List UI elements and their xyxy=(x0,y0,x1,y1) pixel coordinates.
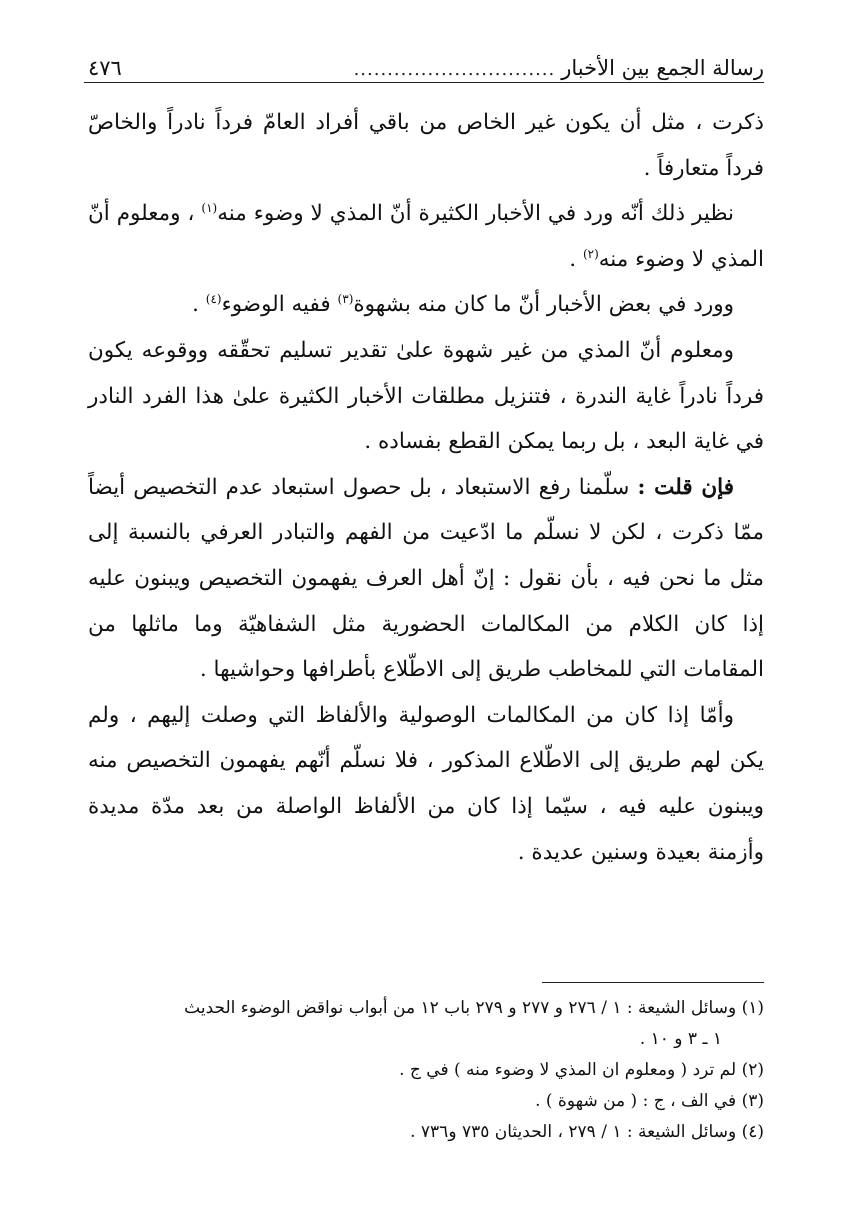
paragraph xyxy=(88,100,764,191)
footnotes xyxy=(88,993,764,1148)
running-header xyxy=(88,38,764,80)
header-rule xyxy=(84,82,764,83)
dot-leader: .............................. xyxy=(353,59,556,80)
paragraph xyxy=(88,282,764,328)
running-title-group xyxy=(354,56,764,80)
paragraph-text: ذكرت ، مثل أن يكون غير الخاص من باقي أفراد العامّ فرداً نادراً والخاصّ فرداً متعارفاً . xyxy=(88,110,764,181)
paragraph-text: وورد في بعض الأخبار أنّ ما كان منه بشهوة xyxy=(353,292,734,318)
footnote: (١) وسائل الشيعة : ١ / ٢٧٦ و ٢٧٧ و ٢٧٩ باب ١٢ من أبواب نواقض الوضوء الحديث xyxy=(184,998,764,1018)
paragraph xyxy=(88,328,764,465)
paragraph-text: وأمّا إذا كان من المكالمات الوصولية والألفاظ التي وصلت إليهم ، ولم يكن لهم طريق إلى الاطّلاع المذكور ، فلا نسلّم أنّهم يفهمون التخصيص منه ويبنون عليه فيه ، سيّما إذا كان من الألفاظ الواصلة من بعد مدّة مديدة وأزمنة بعيدة وسنين عديدة . xyxy=(88,702,764,865)
paragraph xyxy=(88,465,764,693)
footnote-ref[interactable]: (٣) xyxy=(337,292,354,307)
page-number: ٤٧٦ xyxy=(88,56,122,80)
paragraph-text: . xyxy=(192,292,199,318)
footnote: (٤) وسائل الشيعة : ١ / ٢٧٩ ، الحديثان ٧٣٥ و٧٣٦ . xyxy=(410,1122,764,1142)
running-title: رسالة الجمع بين الأخبار xyxy=(561,56,764,80)
footnote: (٢) لم ترد ( ومعلوم ان المذي لا وضوء منه ) في ج . xyxy=(399,1060,764,1080)
paragraph-text: سلّمنا رفع الاستبعاد ، بل حصول استبعاد عدم التخصيص أيضاً ممّا ذكرت ، لكن لا نسلّم ما ادّعيت من الفهم والتبادر العرفي بالنسبة إلى مثل ما نحن فيه ، بأن نقول : إنّ أهل العرف يفهمون التخصيص ويبنون عليه إذا كان الكلام من المكالمات الحضورية مثل الشفاهيّة وما ماثلها من المقامات التي للمخاطب طريق إلى الاطّلاع بأطرافها وحواشيها . xyxy=(88,474,764,683)
footnote-ref[interactable]: (٤) xyxy=(205,292,222,307)
paragraph-text: نظير ذلك أنّه ورد في الأخبار الكثيرة أنّ المذي لا وضوء منه xyxy=(217,201,734,227)
footnote-continuation: ١ ـ ٣ و ١٠ . xyxy=(639,1029,722,1049)
body-text xyxy=(88,100,764,875)
footnote-ref[interactable]: (٢) xyxy=(582,246,599,261)
paragraph-text: . xyxy=(569,246,577,272)
paragraph xyxy=(88,693,764,875)
footnote-rule xyxy=(542,982,764,983)
paragraph-lead: فإن قلت : xyxy=(637,474,734,500)
paragraph xyxy=(88,191,764,282)
paragraph-text: ففيه الوضوء xyxy=(221,292,331,318)
footnote-ref[interactable]: (١) xyxy=(201,201,218,216)
footnote: (٣) في الف ، ج : ( من شهوة ) . xyxy=(535,1091,764,1111)
paragraph-text: ومعلوم أنّ المذي من غير شهوة علىٰ تقدير تسليم تحقّقه ووقوعه يكون فرداً نادراً غاية الندرة ، فتنزيل مطلقات الأخبار الكثيرة علىٰ هذا الفرد النادر في غاية البعد ، بل ربما يمكن القطع بفساده . xyxy=(88,337,764,455)
paragraph-text: ، ومعلوم أنّ المذي لا وضوء منه xyxy=(88,201,764,272)
